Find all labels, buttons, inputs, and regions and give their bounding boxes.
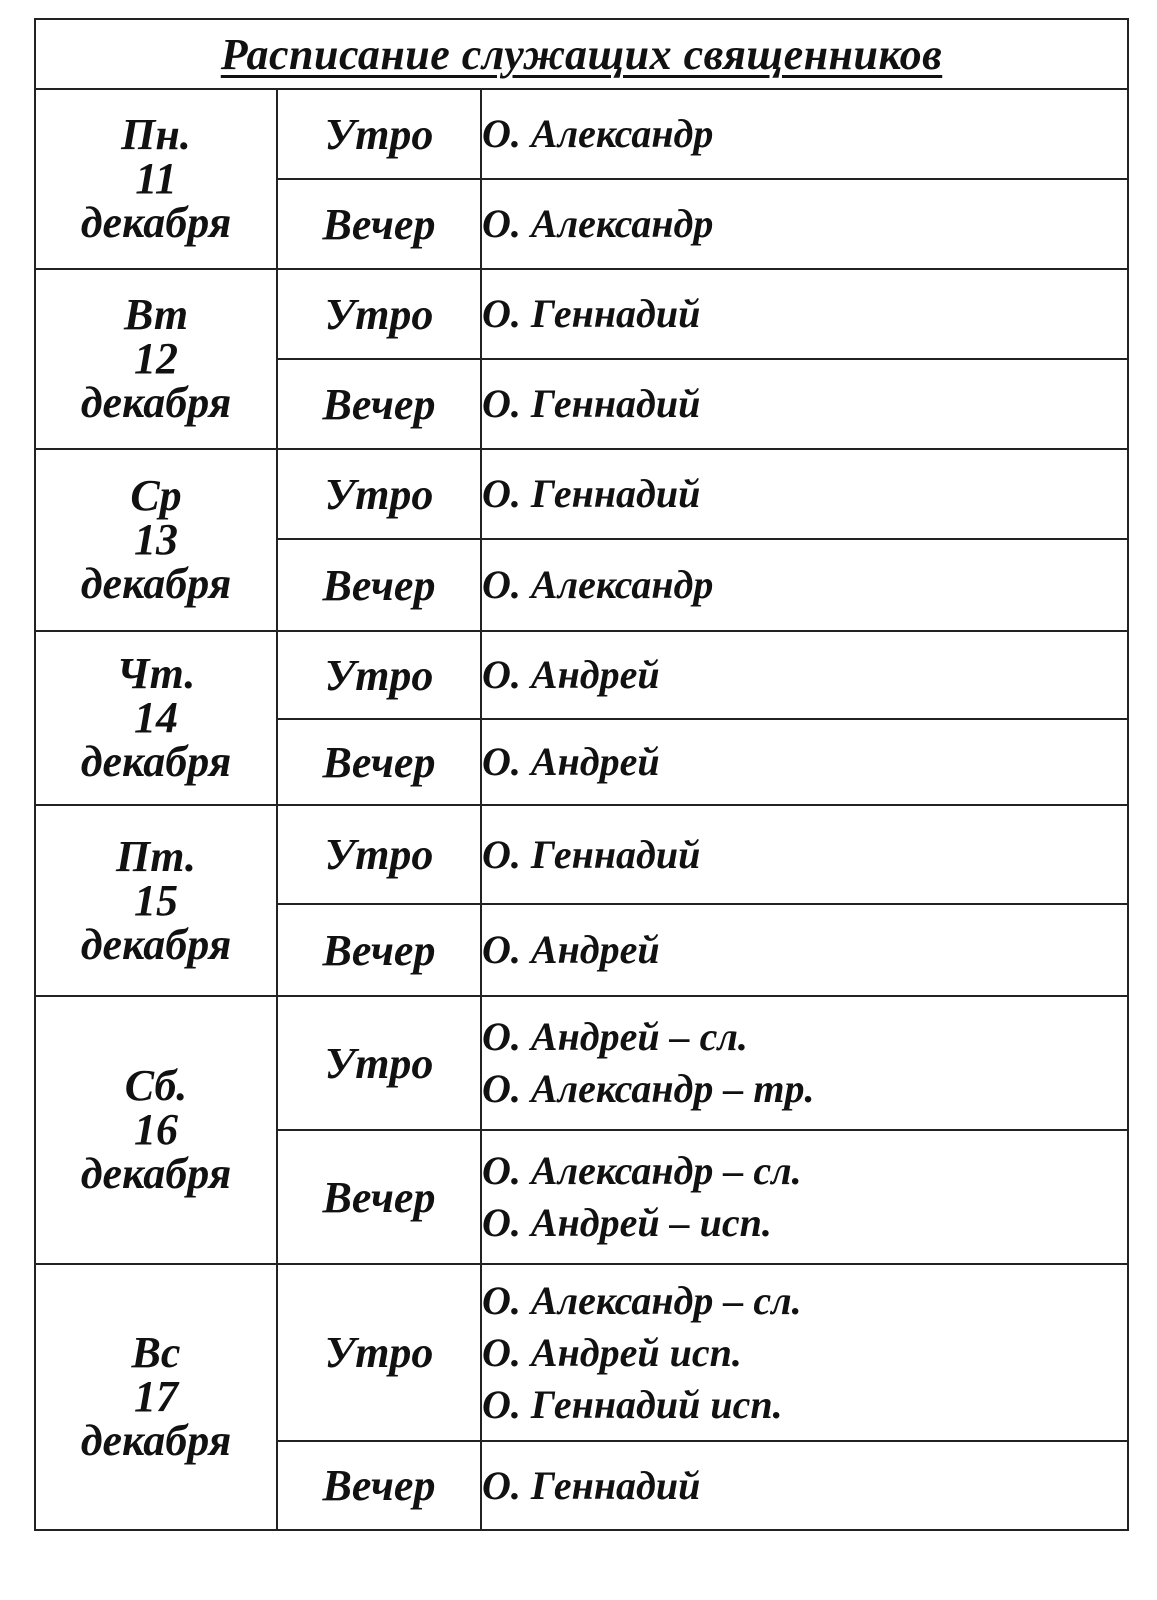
service-time: Утро bbox=[277, 269, 481, 359]
service-time: Утро bbox=[277, 805, 481, 904]
priest-name: О. Андрей bbox=[482, 927, 660, 972]
day-month: декабря bbox=[80, 919, 232, 969]
priest-cell bbox=[481, 996, 1128, 1130]
priest-cell bbox=[481, 269, 1128, 359]
day-cell-mon bbox=[35, 89, 277, 269]
service-time: Утро bbox=[277, 1264, 481, 1441]
priest-name: О. Геннадий исп. bbox=[482, 1381, 783, 1427]
priest-cell bbox=[481, 449, 1128, 539]
priest-name: О. Геннадий bbox=[482, 471, 701, 516]
priest-name: О. Александр bbox=[482, 562, 714, 607]
day-date: 15 bbox=[134, 875, 178, 925]
day-month: декабря bbox=[80, 737, 232, 786]
title-cell bbox=[35, 19, 1128, 89]
day-cell-thu bbox=[35, 631, 277, 805]
service-time: Вечер bbox=[277, 1130, 481, 1264]
day-date: 16 bbox=[134, 1105, 178, 1154]
day-date: 13 bbox=[134, 515, 178, 564]
day-date: 11 bbox=[135, 154, 177, 203]
service-time: Вечер bbox=[277, 359, 481, 449]
priest-cell bbox=[481, 1264, 1128, 1441]
service-time: Утро bbox=[277, 631, 481, 719]
priest-cell bbox=[481, 359, 1128, 449]
day-month: декабря bbox=[80, 559, 232, 608]
day-month: декабря bbox=[80, 1149, 232, 1198]
priest-name: О. Александр bbox=[482, 201, 714, 246]
day-date: 12 bbox=[134, 334, 178, 383]
table-row bbox=[35, 449, 1128, 539]
table-row bbox=[35, 89, 1128, 179]
priest-cell bbox=[481, 179, 1128, 269]
day-month: декабря bbox=[80, 1416, 232, 1465]
day-cell-tue bbox=[35, 269, 277, 449]
schedule-table bbox=[34, 18, 1129, 1531]
service-time: Вечер bbox=[277, 719, 481, 805]
day-date: 17 bbox=[134, 1372, 178, 1421]
service-time: Вечер bbox=[277, 179, 481, 269]
schedule-sheet bbox=[34, 18, 1127, 1531]
priest-cell bbox=[481, 1441, 1128, 1530]
priest-cell bbox=[481, 904, 1128, 996]
priest-name: О. Андрей – исп. bbox=[482, 1200, 772, 1245]
day-weekday: Пт. bbox=[116, 831, 196, 881]
priest-cell bbox=[481, 1130, 1128, 1264]
day-cell-fri bbox=[35, 805, 277, 996]
priest-name: О. Андрей bbox=[482, 739, 660, 784]
day-weekday: Ср bbox=[130, 471, 182, 520]
schedule-title: Расписание служащих священников bbox=[220, 29, 943, 79]
priest-name: О. Андрей – сл. bbox=[482, 1014, 748, 1059]
day-month: декабря bbox=[80, 198, 232, 247]
priest-name: О. Андрей исп. bbox=[482, 1329, 742, 1375]
day-cell-sun bbox=[35, 1264, 277, 1530]
priest-cell bbox=[481, 631, 1128, 719]
day-month: декабря bbox=[80, 378, 232, 427]
priest-name: О. Геннадий bbox=[482, 381, 701, 426]
day-date: 14 bbox=[134, 693, 178, 742]
day-weekday: Вт bbox=[123, 290, 189, 339]
priest-cell bbox=[481, 89, 1128, 179]
table-row bbox=[35, 1264, 1128, 1441]
priest-cell bbox=[481, 719, 1128, 805]
day-cell-sat bbox=[35, 996, 277, 1264]
table-row bbox=[35, 631, 1128, 719]
day-weekday: Пн. bbox=[121, 110, 191, 159]
priest-name: О. Александр – сл. bbox=[482, 1148, 802, 1193]
table-row bbox=[35, 269, 1128, 359]
priest-cell bbox=[481, 805, 1128, 904]
table-row bbox=[35, 805, 1128, 904]
priest-name: О. Александр – тр. bbox=[482, 1066, 815, 1111]
service-time: Вечер bbox=[277, 539, 481, 631]
priest-name: О. Андрей bbox=[482, 652, 660, 697]
priest-name: О. Геннадий bbox=[482, 831, 701, 877]
day-weekday: Чт. bbox=[116, 649, 196, 698]
priest-name: О. Геннадий bbox=[482, 291, 701, 336]
service-time: Утро bbox=[277, 996, 481, 1130]
priest-name: О. Геннадий bbox=[482, 1462, 701, 1508]
priest-name: О. Александр – сл. bbox=[482, 1277, 802, 1323]
service-time: Утро bbox=[277, 89, 481, 179]
service-time: Утро bbox=[277, 449, 481, 539]
table-row bbox=[35, 996, 1128, 1130]
priest-name: О. Александр bbox=[482, 111, 714, 156]
day-weekday: Сб. bbox=[124, 1061, 188, 1110]
service-time: Вечер bbox=[277, 1441, 481, 1530]
priest-cell bbox=[481, 539, 1128, 631]
service-time: Вечер bbox=[277, 904, 481, 996]
day-cell-wed bbox=[35, 449, 277, 631]
day-weekday: Вс bbox=[131, 1328, 181, 1377]
